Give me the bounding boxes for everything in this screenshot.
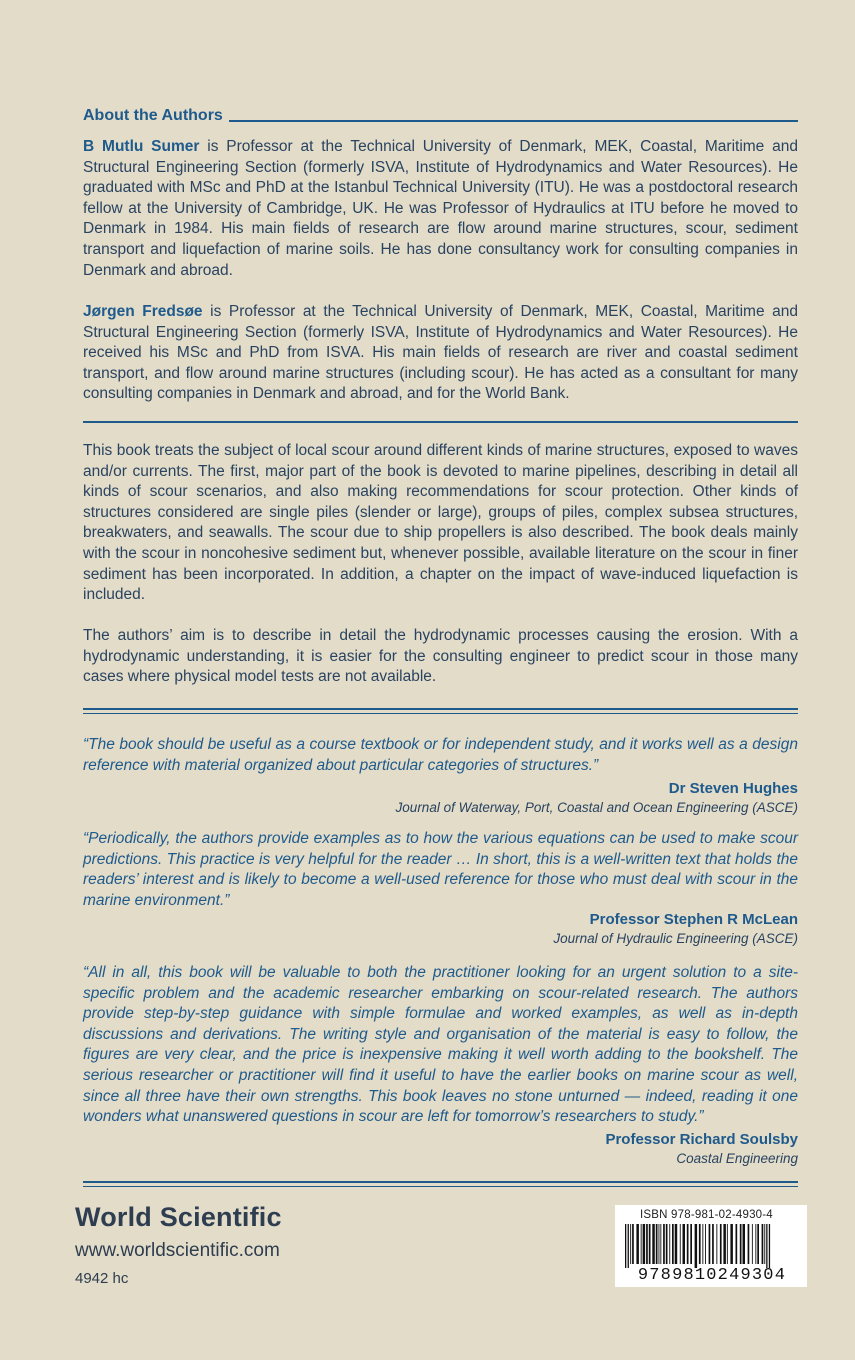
barcode-bar	[687, 1224, 689, 1264]
barcode-bar	[755, 1224, 756, 1264]
description-paragraph-2: The authors’ aim is to describe in detail the hydrodynamic processes causing the erosion. With a hydrodynamic understanding, it is easier for the consulting engineer to predict scour in those many cases where physical model tests are not available.	[83, 627, 798, 686]
double-divider-bottom	[83, 713, 798, 714]
barcode-bar	[669, 1224, 670, 1264]
divider	[83, 421, 798, 423]
reviewer-name: Professor Richard Soulsby	[605, 1131, 798, 1148]
isbn-barcode	[615, 1205, 807, 1287]
barcode-bar	[764, 1224, 765, 1264]
barcode-bar	[740, 1224, 742, 1264]
barcode-bar	[636, 1224, 639, 1264]
author-bio-text: is Professor at the Technical University of Denmark, MEK, Coastal, Maritime and Structural Engineering Section (formerly ISVA, Institute of Hydrodynamics and Water Resources). He received his MSc and PhD from ISVA. His main fields of research are river and coastal sediment transport, and flow around marine structures (including scour). He has acted as a consultant for many consulting companies in Denmark and abroad, and for the World Bank.	[83, 303, 799, 403]
barcode-bar	[748, 1224, 750, 1264]
barcode-bar	[695, 1224, 698, 1268]
barcode-bar	[646, 1224, 648, 1264]
double-divider-bottom	[83, 1186, 798, 1187]
barcode-bar	[672, 1224, 674, 1264]
reviewer-source: Coastal Engineering	[676, 1151, 798, 1166]
barcode-bar	[656, 1224, 658, 1264]
barcode-bar	[736, 1224, 738, 1264]
product-code: 4942 hc	[75, 1270, 129, 1287]
barcode-bar	[699, 1224, 701, 1264]
publisher-website: www.worldscientific.com	[75, 1240, 280, 1261]
barcode-bar	[643, 1224, 646, 1264]
barcode-bar	[730, 1224, 733, 1264]
barcode-bar	[712, 1224, 714, 1264]
reviewer-name: Dr Steven Hughes	[668, 780, 798, 797]
barcode-bar	[666, 1224, 668, 1264]
reviewer-source: Journal of Waterway, Port, Coastal and Ocean Engineering (ASCE)	[395, 800, 798, 815]
barcode-bar	[705, 1224, 706, 1264]
barcode-bar	[723, 1224, 726, 1264]
review-quote: “The book should be useful as a course textbook or for independent study, and it works well as a design reference with material organized about particular categories of structures.”	[83, 736, 798, 774]
review-quote: “Periodically, the authors provide examples as to how the various equations can be used to make scour predictions. This practice is very helpful for the reader … In short, this is a well-written text that holds the readers’ interest and is likely to become a well-used reference for those who must deal with scour in the marine environment.”	[83, 830, 798, 909]
double-divider-top	[83, 1181, 798, 1183]
barcode-bar	[683, 1224, 686, 1264]
barcode-bar	[769, 1224, 770, 1268]
barcode-icon	[623, 1224, 801, 1268]
reviewer-source: Journal of Hydraulic Engineering (ASCE)	[553, 931, 798, 946]
barcode-bar	[757, 1224, 759, 1264]
barcode-bar	[690, 1224, 692, 1264]
barcode-bar	[659, 1224, 660, 1264]
description-paragraph-1: This book treats the subject of local scour around different kinds of marine structures, exposed to waves and/or currents. The first, major part of the book is devoted to marine pipelines, describing in detail all kinds of scour scenarios, and also making recommendations for scour protection. Other kinds of structures considered are single piles (slender or large), groups of piles, complex subsea structures, breakwaters, and seawalls. The scour due to ship propellers is also described. The book deals mainly with the scour in noncohesive sediment but, whenever possible, available literature on the scour in finer sediment has been incorporated. In addition, a chapter on the impact of wave-induced liquefaction is included.	[83, 442, 798, 604]
barcode-bar	[720, 1224, 722, 1264]
barcode-bar	[680, 1224, 681, 1264]
barcode-bar	[660, 1224, 661, 1264]
barcode-bar	[675, 1224, 678, 1264]
barcode-bar	[709, 1224, 711, 1264]
author-bio-text: is Professor at the Technical University of Denmark, MEK, Coastal, Maritime and Structural Engineering Section (formerly ISVA, Institute of Hydrodynamics and Water Resources). He graduated with MSc and PhD at the Istanbul Technical University (ITU). He was a postdoctoral research fellow at the University of Cambridge, UK. He was Professor of Hydraulics at ITU before he moved to Denmark in 1984. His main fields of research are flow around marine structures, scour, sediment transport and liquefaction of marine soils. He has done consultancy work for consulting companies in Denmark and abroad.	[83, 138, 798, 279]
isbn-label: ISBN 978-981-02-4930-4	[640, 1209, 773, 1221]
review-quote: “All in all, this book will be valuable to both the practitioner looking for an urgent solution to a site-specific problem and the academic researcher embarking on scour-related research. The authors provide step-by-step guidance with simple formulae and worked examples, as well as in-depth discussions and derivations. The writing style and organisation of the material is easy to follow, the figures are very clear, and the price is inexpensive making it well worth adding to the bookshelf. The serious researcher or practitioner will find it useful to have the earlier books on marine scour as well, since all three have their own strengths. This book leaves no stone unturned — indeed, reading it one wonders what unanswered questions in scour are left for tomorrow’s researchers to study.”	[83, 964, 798, 1126]
barcode-bar	[762, 1224, 764, 1264]
barcode-bar	[663, 1224, 665, 1264]
about-authors-title: About the Authors	[83, 107, 223, 124]
barcode-bar	[716, 1224, 717, 1264]
author-bio-fredsoe	[83, 302, 798, 405]
barcode-bar	[743, 1224, 746, 1264]
author-name-fredsoe: Jørgen Fredsøe	[83, 303, 203, 320]
barcode-bar	[625, 1224, 626, 1268]
barcode-bar	[752, 1224, 753, 1264]
barcode-bar	[628, 1224, 629, 1268]
publisher-name: World Scientific	[75, 1202, 282, 1232]
heading-rule	[229, 120, 798, 122]
about-authors-heading	[83, 107, 798, 125]
author-bio-sumer	[83, 137, 798, 281]
barcode-bar	[766, 1224, 767, 1268]
barcode-bar	[649, 1224, 651, 1264]
barcode-bar	[702, 1224, 703, 1264]
author-name-sumer: B Mutlu Sumer	[83, 138, 200, 155]
barcode-bar	[632, 1224, 634, 1264]
double-divider-top	[83, 708, 798, 710]
reviewer-name: Professor Stephen R McLean	[589, 911, 798, 928]
barcode-digits: 9789810249304	[637, 1266, 787, 1285]
barcode-bar	[652, 1224, 655, 1264]
barcode-bar	[630, 1224, 631, 1264]
barcode-bar	[727, 1224, 728, 1264]
barcode-bar	[641, 1224, 642, 1264]
